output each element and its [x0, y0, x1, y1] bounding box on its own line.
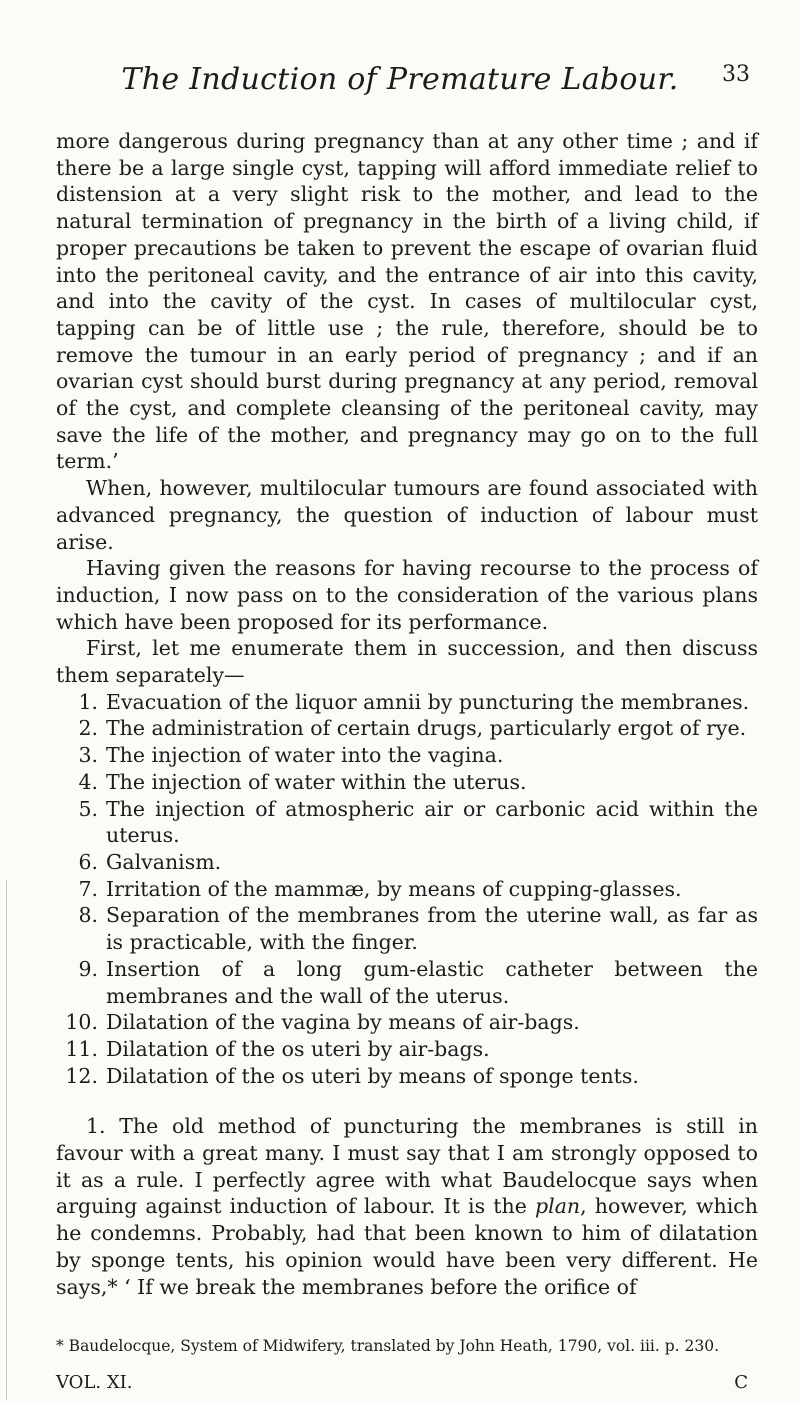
list-item: [56, 902, 758, 955]
section-gap: [56, 1089, 758, 1113]
list-item-text: Galvanism.: [106, 849, 222, 874]
margin-rule: [6, 880, 7, 1400]
list-item-text: Irritation of the mammæ, by means of cupping-glasses.: [106, 876, 682, 901]
paragraph-continuation: more dangerous during pregnancy than at any other time ; and if there be a large single cyst, tapping will afford immediate relief to distension at a very slight risk to the mother, and lead to the natural termination of pregnancy in the birth of a living child, if proper precautions be taken to prevent the escape of ovarian fluid into the peritoneal cavity, and the entrance of air into this cavity, and into the cavity of the cyst. In cases of multilocular cyst, tapping can be of little use ; the rule, therefore, should be to remove the tumour in an early period of pregnancy ; and if an ovarian cyst should burst during pregnancy at any period, removal of the cyst, and complete cleansing of the peritoneal cavity, may save the life of the mother, and pregnancy may go on to the full term.’: [56, 129, 758, 474]
list-item-text: Dilatation of the os uteri by means of sponge tents.: [106, 1063, 639, 1088]
list-item: [56, 1036, 758, 1063]
paragraph-discussion: [56, 1113, 758, 1300]
list-item: [56, 1063, 758, 1090]
list-item-number: 5.: [78, 796, 98, 821]
list-item: [56, 849, 758, 876]
body-text: [56, 128, 758, 1300]
list-item-text: Separation of the membranes from the uterine wall, as far as is practicable, with the finger.: [106, 903, 758, 955]
paragraph-reasons: Having given the reasons for having recourse to the process of induction, I now pass on to the consideration of the various plans which have been proposed for its performance.: [56, 556, 758, 634]
list-item: [56, 742, 758, 769]
running-title: The Induction of Premature Labour.: [121, 62, 679, 97]
page-number: 33: [722, 62, 750, 87]
paragraph-enumerate: First, let me enumerate them in succession, and then discuss them separately—: [56, 636, 758, 688]
list-item-number: 7.: [78, 876, 98, 901]
list-item-number: 8.: [78, 903, 98, 928]
signature-line: [56, 1372, 758, 1396]
list-item: [56, 715, 758, 742]
list-item-text: Dilatation of the os uteri by air-bags.: [106, 1036, 490, 1061]
list-item-number: 9.: [78, 956, 98, 981]
list-item-number: 10.: [65, 1010, 98, 1035]
list-item-number: 6.: [78, 849, 98, 874]
list-item-number: 3.: [78, 743, 98, 768]
discussion-text-a: 1. The old method of puncturing the membranes is still in favour with a great many. I must say that I am strongly opposed to it as a rule. I perfectly agree with what Baudelocque says when arguing against induction of labour. It is the: [56, 1114, 758, 1219]
list-item: [56, 769, 758, 796]
list-item-text: The injection of water into the vagina.: [106, 743, 504, 768]
list-item-text: Dilatation of the vagina by means of air-bags.: [106, 1010, 580, 1035]
list-item-number: 11.: [65, 1036, 98, 1061]
signature-mark: C: [734, 1372, 748, 1393]
discussion-text-b: , however, which he condemns. Probably, had that been known to him of dilatation by sponge tents, his opinion would have been very different. He says,* ‘ If we break the membranes before the orifice of: [56, 1194, 758, 1299]
list-item-text: Evacuation of the liquor amnii by puncturing the membranes.: [106, 689, 750, 714]
list-item: [56, 1009, 758, 1036]
list-item-text: The injection of water within the uterus.: [106, 769, 527, 794]
list-item: [56, 956, 758, 1009]
list-item-text: The injection of atmospheric air or carbonic acid within the uterus.: [106, 796, 758, 848]
volume-mark: VOL. XI.: [56, 1372, 133, 1393]
list-item: [56, 689, 758, 716]
list-item-number: 2.: [78, 716, 98, 741]
methods-list: [56, 689, 758, 1090]
list-item-number: 12.: [65, 1063, 98, 1088]
list-item-text: Insertion of a long gum-elastic catheter between the membranes and the wall of the uterus.: [106, 956, 758, 1008]
paragraph-multilocular: When, however, multilocular tumours are found associated with advanced pregnancy, the question of induction of labour must arise.: [56, 476, 758, 554]
list-item: [56, 796, 758, 849]
list-item-text: The administration of certain drugs, particularly ergot of rye.: [106, 716, 747, 741]
list-item-number: 4.: [78, 769, 98, 794]
footnote: * Baudelocque, System of Midwifery, translated by John Heath, 1790, vol. iii. p. 230.: [56, 1337, 720, 1355]
list-item-number: 1.: [78, 689, 98, 714]
discussion-emphasis: plan: [535, 1194, 581, 1219]
running-head: [50, 62, 750, 102]
list-item: [56, 876, 758, 903]
